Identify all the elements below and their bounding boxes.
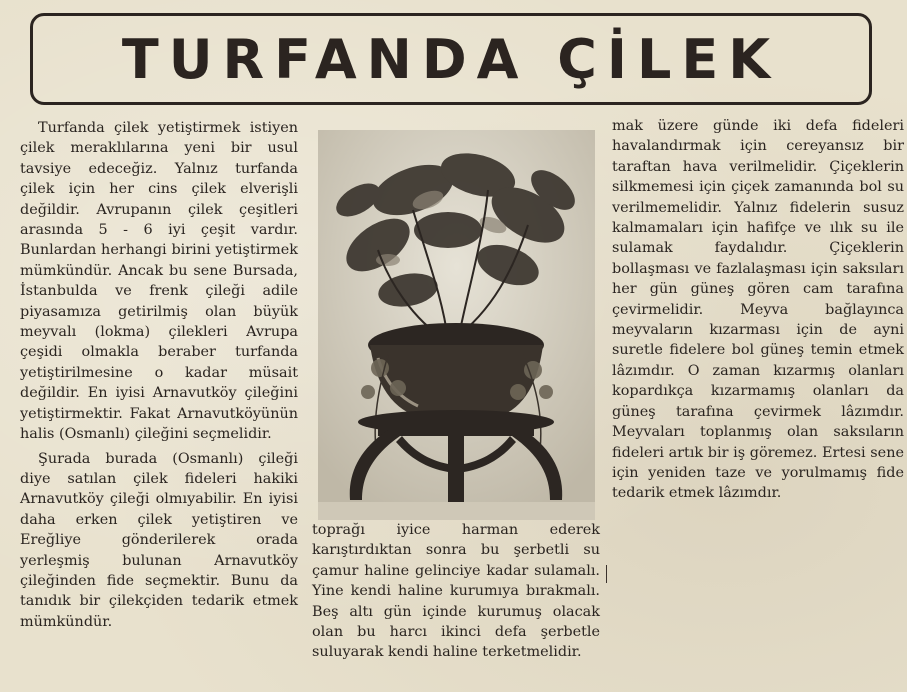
column-divider (606, 565, 607, 583)
article-paragraph: Şurada burada (Osmanlı) çileği diye satılan çilek fideleri hakiki Arnavutköy çileği olmıyabilir. En iyisi daha erken çilek yetiştiren ve Ereğliye gönderilerek orada yerleşmiş bulunan Arnavutköy çileğinden fide seçmektir. Bunu da tanıdık bir çilekçiden tedarik etmek mümkündür. (20, 450, 298, 630)
headline-frame (30, 13, 872, 105)
article-column-2 (312, 520, 600, 663)
article-paragraph: toprağı iyice harman ederek karıştırdıktan sonra bu şerbetli su çamur haline gelinciye kadar sulamalı. Yine kendi haline kurumıya bırakmalı. Beş altı gün içinde kurumuş olacak olan bu harcı ikinci defa şerbetle suluyarak kendi haline terketmelidir. (312, 522, 600, 661)
article-paragraph: mak üzere günde iki defa fideleri havalandırmak için cereyansız bir taraftan hava verilmelidir. Çiçeklerin silkmemesi için çiçek zamanında bol su verilmemelidir. Yalnız fidelerin susuz kalmamaları için hafifçe ve ılık su ile sulamak faydalıdır. Çiçeklerin bollaşması ve fazlalaşması için saksıları her gün güneş gören cam tarafına çevirmelidir. Meyva bağlayınca meyvaların kızarması için de ayni suretle fidelere bol güneş temin etmek lâzımdır. O zaman kızarmış olanları kopardıkça kızarmamış olanları da güneş tarafına çevirmek lâzımdır. Meyvaları toplanmış olan saksıların fideleri artık bir iş göremez. Ertesi sene için yeniden taze ve yorulmamış fide tedarik etmek lâzımdır. (612, 118, 904, 502)
strawberry-plant-photo (318, 130, 595, 520)
article-paragraph: Turfanda çilek yetiştirmek istiyen çilek meraklılarına yeni bir usul tavsiye edeceğiz. Yalnız turfanda çilek için her cins çilek elverişli değildir. Avrupanın çilek çeşitleri arasında 5 - 6 iyi çeşit vardır. Bunlardan herhangi birini yetiştirmek mümkündür. Ancak bu sene Bursada, İstanbulda ve frenk çileği adile piyasamıza getirilmiş olan büyük meyvalı (lokma) çilekleri Avrupa çeşidi olmakla beraber turfanda yetiştirilmesine o kadar müsait değildir. En iyisi Arnavutköy çileğini yetiştirmektir. Fakat Arnavutköyünün halis (Osmanlı) çileğini seçmelidir. (20, 120, 298, 443)
headline-title: TURFANDA ÇİLEK (121, 27, 781, 91)
article-column-3 (612, 116, 904, 504)
article-column-1 (20, 118, 298, 632)
potted-plant-illustration (318, 130, 595, 520)
